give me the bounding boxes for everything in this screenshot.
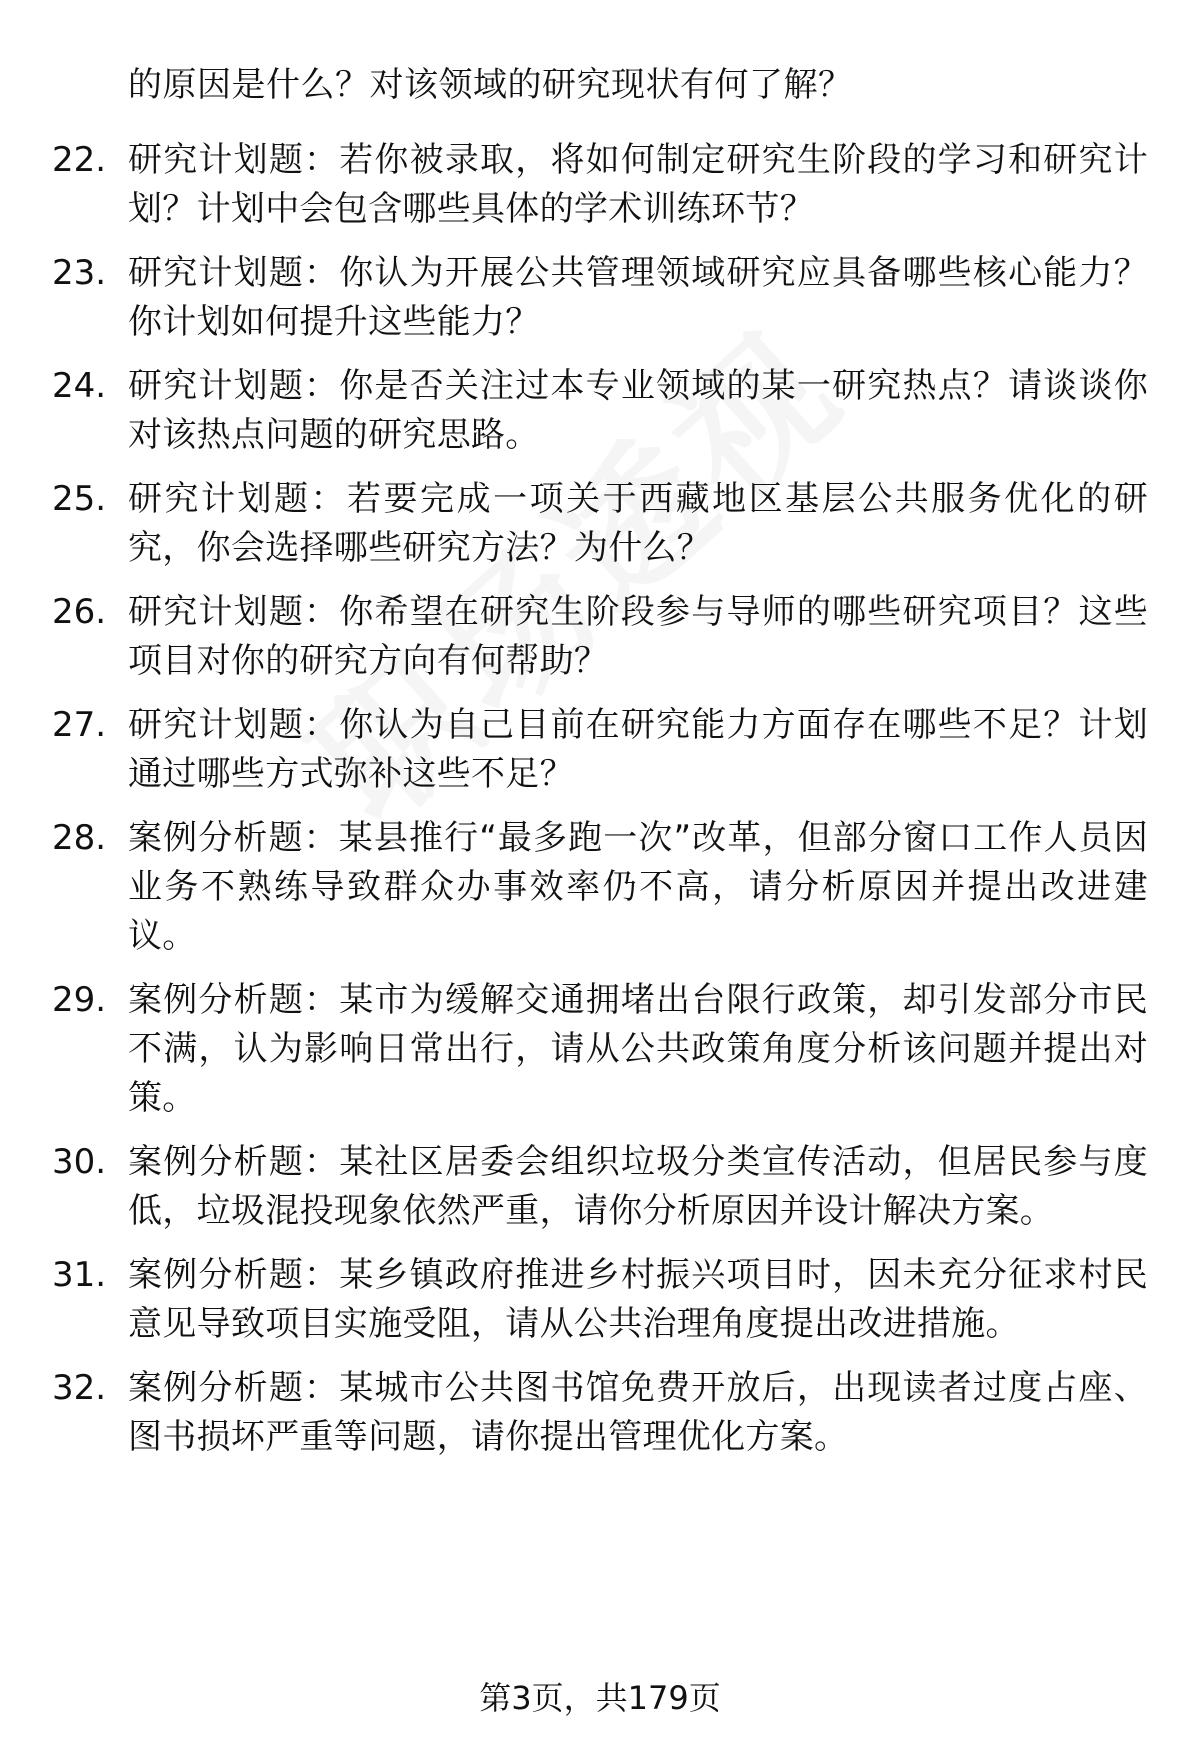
question-number: 28.	[52, 818, 107, 858]
question-number: 22.	[52, 140, 107, 180]
question-text: 案例分析题：某乡镇政府推进乡村振兴项目时，因未充分征求村民意见导致项目实施受阻，请从公共治理角度提出改进措施。	[128, 1255, 1148, 1344]
question-text: 案例分析题：某社区居委会组织垃圾分类宣传活动，但居民参与度低，垃圾混投现象依然严重，请你分析原因并设计解决方案。	[128, 1142, 1148, 1231]
question-text: 研究计划题：你是否关注过本专业领域的某一研究热点？请谈谈你对该热点问题的研究思路。	[128, 366, 1148, 455]
question-number: 26.	[52, 592, 107, 632]
question-number: 32.	[52, 1368, 107, 1408]
question-number: 24.	[52, 366, 107, 406]
question-text: 案例分析题：某县推行“最多跑一次”改革，但部分窗口工作人员因业务不熟练导致群众办事效率仍不高，请分析原因并提出改进建议。	[128, 818, 1148, 956]
question-number: 30.	[52, 1142, 107, 1182]
page-number-footer: 第3页，共179页	[479, 1679, 721, 1717]
question-number: 27.	[52, 705, 107, 745]
question-number: 23.	[52, 253, 107, 293]
continued-question-text: 的原因是什么？对该领域的研究现状有何了解？	[128, 65, 853, 105]
question-text: 研究计划题：若你被录取，将如何制定研究生阶段的学习和研究计划？计划中会包含哪些具体的学术训练环节？	[128, 140, 1148, 229]
question-number: 29.	[52, 980, 107, 1020]
question-text: 案例分析题：某城市公共图书馆免费开放后，出现读者过度占座、图书损坏严重等问题，请你提出管理优化方案。	[128, 1368, 1148, 1457]
question-text: 研究计划题：你希望在研究生阶段参与导师的哪些研究项目？这些项目对你的研究方向有何帮助？	[128, 592, 1148, 681]
question-text: 研究计划题：你认为开展公共管理领域研究应具备哪些核心能力？你计划如何提升这些能力？	[128, 253, 1148, 342]
question-text: 研究计划题：你认为自己目前在研究能力方面存在哪些不足？计划通过哪些方式弥补这些不足？	[128, 705, 1148, 794]
question-number: 25.	[52, 479, 107, 519]
question-text: 研究计划题：若要完成一项关于西藏地区基层公共服务优化的研究，你会选择哪些研究方法？为什么？	[128, 479, 1148, 568]
question-number: 31.	[52, 1255, 107, 1295]
question-text: 案例分析题：某市为缓解交通拥堵出台限行政策，却引发部分市民不满，认为影响日常出行，请从公共政策角度分析该问题并提出对策。	[128, 980, 1148, 1118]
